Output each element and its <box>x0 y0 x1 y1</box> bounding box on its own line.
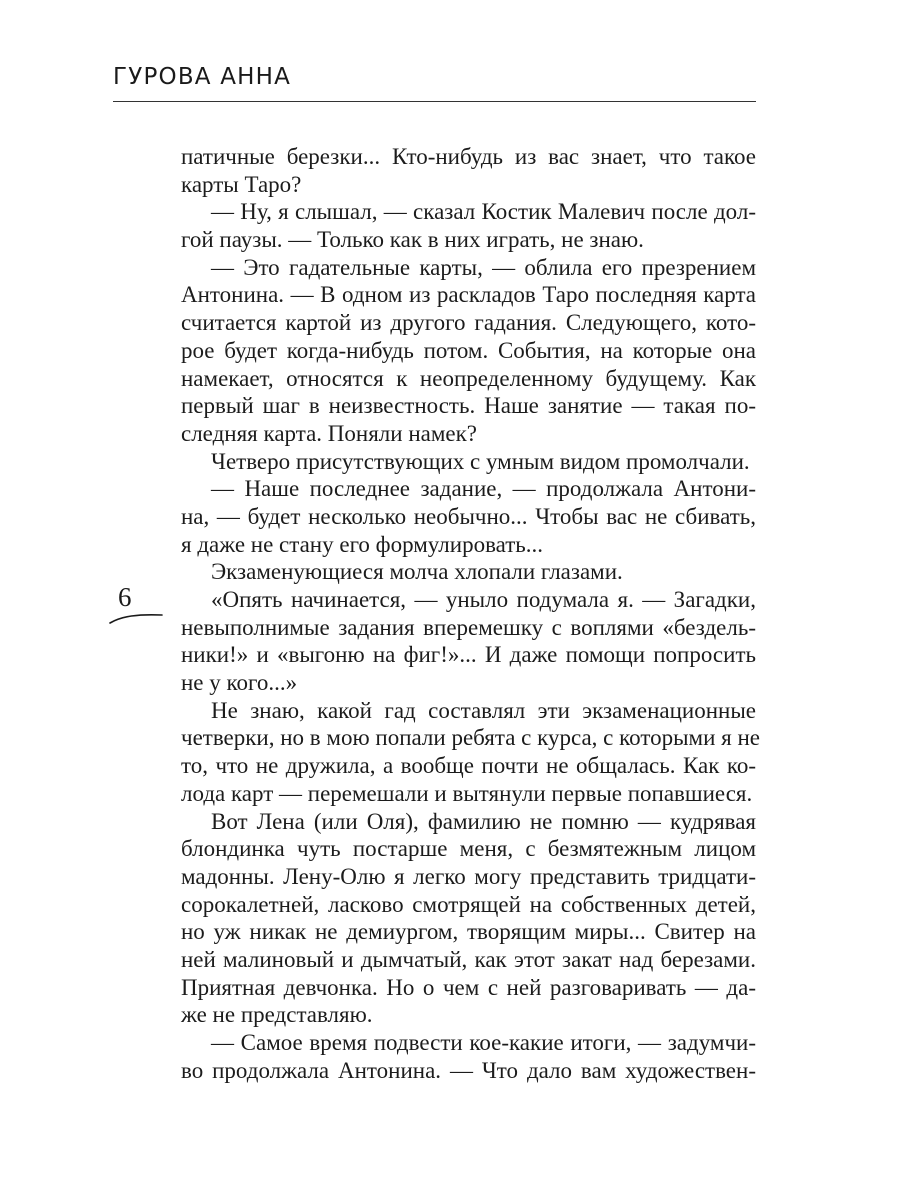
text-line: Вот Лена (или Оля), фамилию не помню — кудрявая <box>211 808 756 834</box>
running-head: ГУРОВА АННА <box>113 64 292 90</box>
text-line: считается картой из другого гадания. Следующего, кото- <box>181 310 756 336</box>
text-line: карты Таро? <box>181 171 302 197</box>
page-number-swash <box>108 612 164 626</box>
text-line: Не знаю, какой гад составлял эти экзаменационные <box>211 697 756 723</box>
text-line: ники!» и «выгоню на фиг!»... И даже помощи попросить <box>181 642 756 668</box>
text-line: на, — будет несколько необычно... Чтобы вас не сбивать, <box>181 503 756 529</box>
text-line: то, что не дружила, а вообще почти не общалась. Как ко- <box>181 753 756 779</box>
text-line: я даже не стану его формулировать... <box>181 531 544 557</box>
page-number: 6 <box>118 582 132 612</box>
text-line: во продолжала Антонина. — Что дало вам художествен- <box>181 1057 756 1083</box>
text-line: не у кого...» <box>181 670 298 696</box>
text-line: невыполнимые задания вперемешку с воплями «бездель- <box>181 614 756 640</box>
text-line: Приятная девчонка. Но о чем с ней разговаривать — да- <box>181 974 756 1000</box>
text-line: — Наше последнее задание, — продолжала Антони- <box>211 476 756 502</box>
text-line: — Ну, я слышал, — сказал Костик Малевич после дол- <box>211 199 756 225</box>
text-line: блондинка чуть постарше меня, с безмятежным лицом <box>181 836 756 862</box>
text-line: ней малиновый и дымчатый, как этот закат над березами. <box>181 946 756 972</box>
text-line: гой паузы. — Только как в них играть, не знаю. <box>181 227 644 253</box>
text-line: Антонина. — В одном из раскладов Таро последняя карта <box>181 282 756 308</box>
text-line: патичные березки... Кто-нибудь из вас знает, что такое <box>181 144 756 169</box>
text-line: — Самое время подвести кое-какие итоги, — задумчи- <box>211 1030 756 1055</box>
text-line: но уж никак не демиургом, творящим миры... Свитер на <box>181 919 756 945</box>
text-line: — Это гадательные карты, — облила его презрением <box>211 254 756 280</box>
text-line: следняя карта. Поняли намек? <box>181 420 477 446</box>
text-line: «Опять начинается, — уныло подумала я. — Загадки, <box>211 587 756 612</box>
text-line: намекает, относятся к неопределенному будущему. Как <box>181 365 756 391</box>
text-line: первый шаг в неизвестность. Наше занятие — такая по- <box>181 393 756 419</box>
text-line: же не представляю. <box>181 1002 373 1028</box>
text-line: лода карт — перемешали и вытянули первые попавшиеся. <box>181 780 753 806</box>
body-text <box>181 143 760 1084</box>
header-rule <box>113 101 756 102</box>
text-line: рое будет когда-нибудь потом. События, на которые она <box>181 337 756 363</box>
text-line: четверки, но в мою попали ребята с курса, с которыми я не <box>181 725 760 751</box>
text-line: мадонны. Лену-Олю я легко могу представить тридцати- <box>181 863 756 889</box>
text-line: Четверо присутствующих с умным видом промолчали. <box>211 448 750 474</box>
text-line: Экзаменующиеся молча хлопали глазами. <box>211 559 623 585</box>
text-line: сорокалетней, ласково смотрящей на собственных детей, <box>181 891 756 917</box>
